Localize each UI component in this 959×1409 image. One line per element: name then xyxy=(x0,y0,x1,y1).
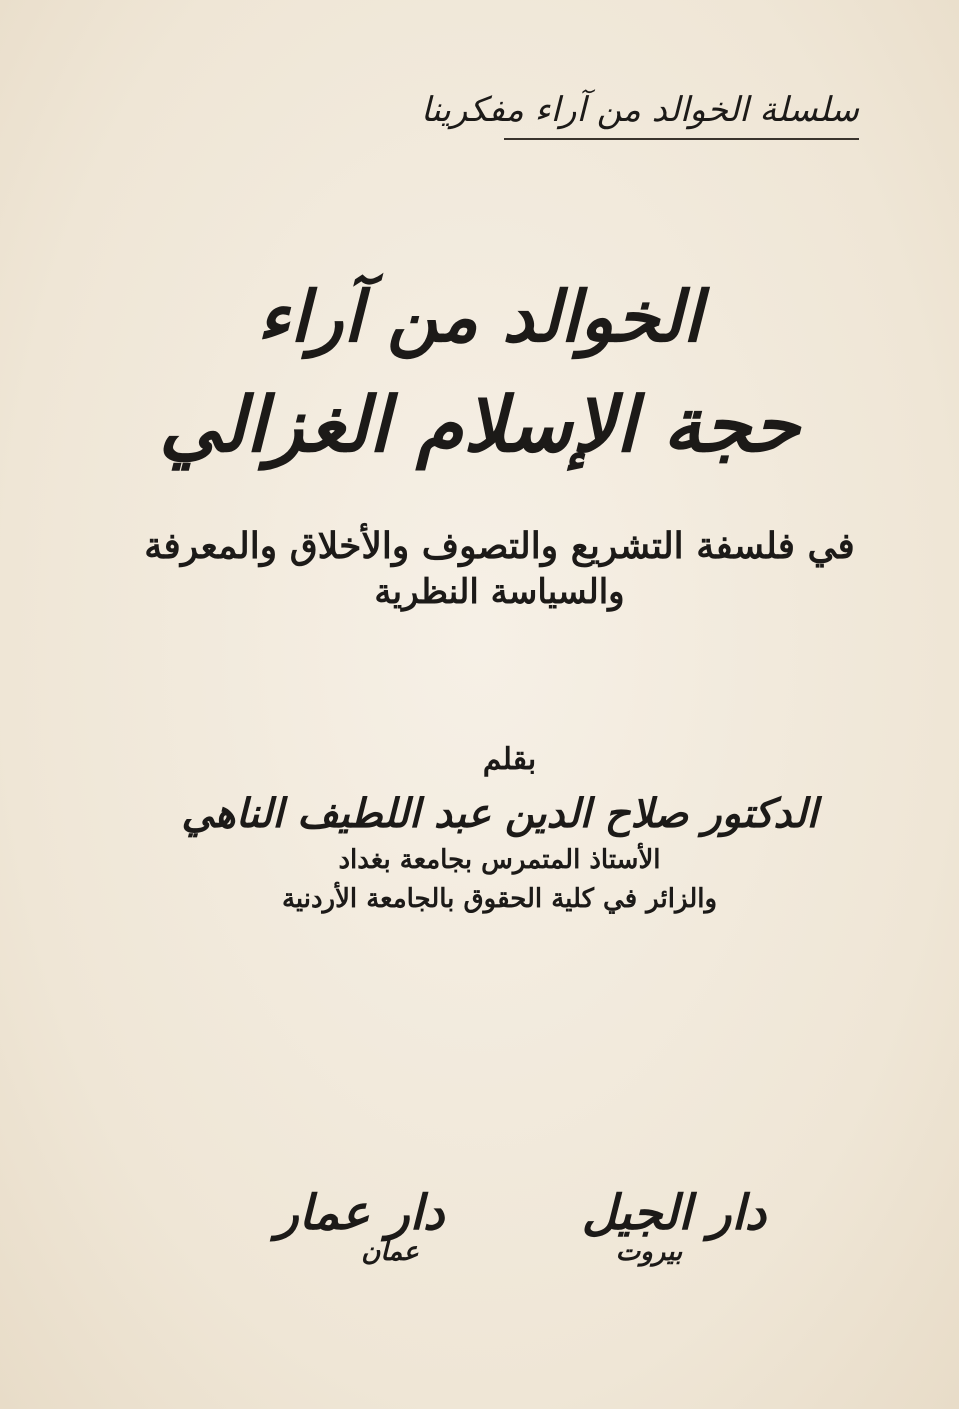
byline: بقلم xyxy=(482,742,537,777)
publisher-city: عمان xyxy=(361,1237,419,1267)
publisher-name: دار عمار xyxy=(275,1185,445,1241)
publisher-dar-al-jil xyxy=(564,1185,784,1267)
publisher-city: بيروت xyxy=(615,1237,683,1267)
author-affiliation-2: والزائر في كلية الحقوق بالجامعة الأردنية xyxy=(281,884,718,914)
series-title: سلسلة الخوالد من آراء مفكرينا xyxy=(420,90,859,130)
author-affiliation-1: الأستاذ المتمرس بجامعة بغداد xyxy=(338,845,661,875)
publisher-name: دار الجيل xyxy=(581,1185,767,1241)
series-title-underline xyxy=(504,138,859,140)
author-name: الدكتور صلاح الدين عبد اللطيف الناهي xyxy=(181,790,818,837)
book-subtitle-line-1: في فلسفة التشريع والتصوف والأخلاق والمعرفة xyxy=(144,525,855,567)
book-title-line-1: الخوالد من آراء xyxy=(257,275,702,358)
publisher-dar-ammar xyxy=(250,1185,470,1267)
book-subtitle-line-2: والسياسة النظرية xyxy=(374,572,625,612)
book-title-line-2: حجة الإسلام الغزالي xyxy=(159,380,800,469)
